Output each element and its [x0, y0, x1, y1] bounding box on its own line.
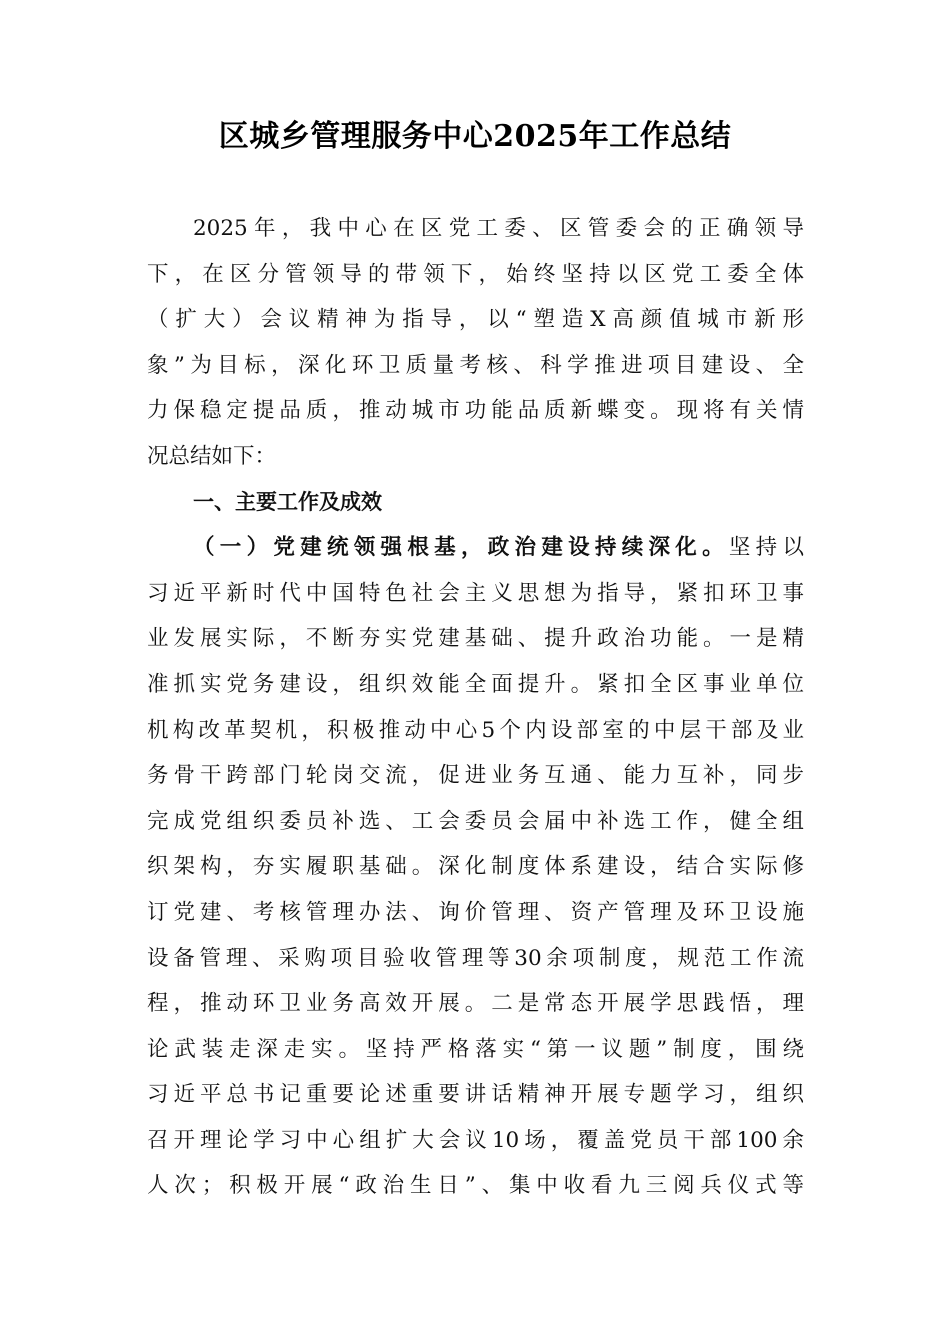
subsection-line: 习近平新时代中国特色社会主义思想为指导，紧扣环卫事: [147, 580, 804, 606]
subsection-line: 完成党组织委员补选、工会委员会届中补选工作，健全组: [147, 808, 804, 834]
intro-line: 力保稳定提品质，推动城市功能品质新蝶变。现将有关情: [147, 398, 804, 424]
intro-line: 2025年，我中心在区党工委、区管委会的正确领导: [193, 216, 804, 241]
subsection-line: 设备管理、采购项目验收管理等30余项制度，规范工作流: [147, 945, 804, 971]
subsection-line: 订党建、考核管理办法、询价管理、资产管理及环卫设施: [147, 899, 804, 925]
intro-line: 下，在区分管领导的带领下，始终坚持以区党工委全体: [147, 261, 804, 287]
intro-line: 况总结如下：: [147, 443, 277, 469]
subsection-line: 务骨干跨部门轮岗交流，促进业务互通、能力互补，同步: [147, 763, 804, 789]
subsection-line: 习近平总书记重要论述重要讲话精神开展专题学习，组织: [147, 1082, 804, 1108]
subsection-line: 程，推动环卫业务高效开展。二是常态开展学思践悟，理: [147, 991, 804, 1017]
subsection-line: 织架构，夯实履职基础。深化制度体系建设，结合实际修: [147, 854, 804, 880]
subsection-line: 准抓实党务建设，组织效能全面提升。紧扣全区事业单位: [147, 671, 804, 697]
subsection-line: 召开理论学习中心组扩大会议10场，覆盖党员干部100余: [147, 1127, 804, 1153]
subsection-line: 论武装走深走实。坚持严格落实“第一议题”制度，围绕: [147, 1036, 804, 1062]
subsection-line: 人次；积极开展“政治生日”、集中收看九三阅兵仪式等: [147, 1173, 804, 1199]
intro-line: 象”为目标，深化环卫质量考核、科学推进项目建设、全: [147, 352, 804, 378]
document-title: 区城乡管理服务中心2025年工作总结: [218, 119, 732, 154]
subsection-first-line-rest: 坚持以: [728, 535, 804, 561]
subsection-lead: （一）党建统领强根基，政治建设持续深化。: [193, 535, 729, 561]
section-heading: 一、主要工作及成效: [193, 489, 382, 514]
intro-line: （扩大）会议精神为指导，以“塑造X高颜值城市新形: [147, 307, 804, 333]
subsection-line: 业发展实际，不断夯实党建基础、提升政治功能。一是精: [147, 626, 804, 652]
document-body: [147, 206, 804, 1209]
subsection-first-line: [147, 525, 804, 571]
subsection-line: 机构改革契机，积极推动中心5个内设部室的中层干部及业: [147, 717, 804, 743]
